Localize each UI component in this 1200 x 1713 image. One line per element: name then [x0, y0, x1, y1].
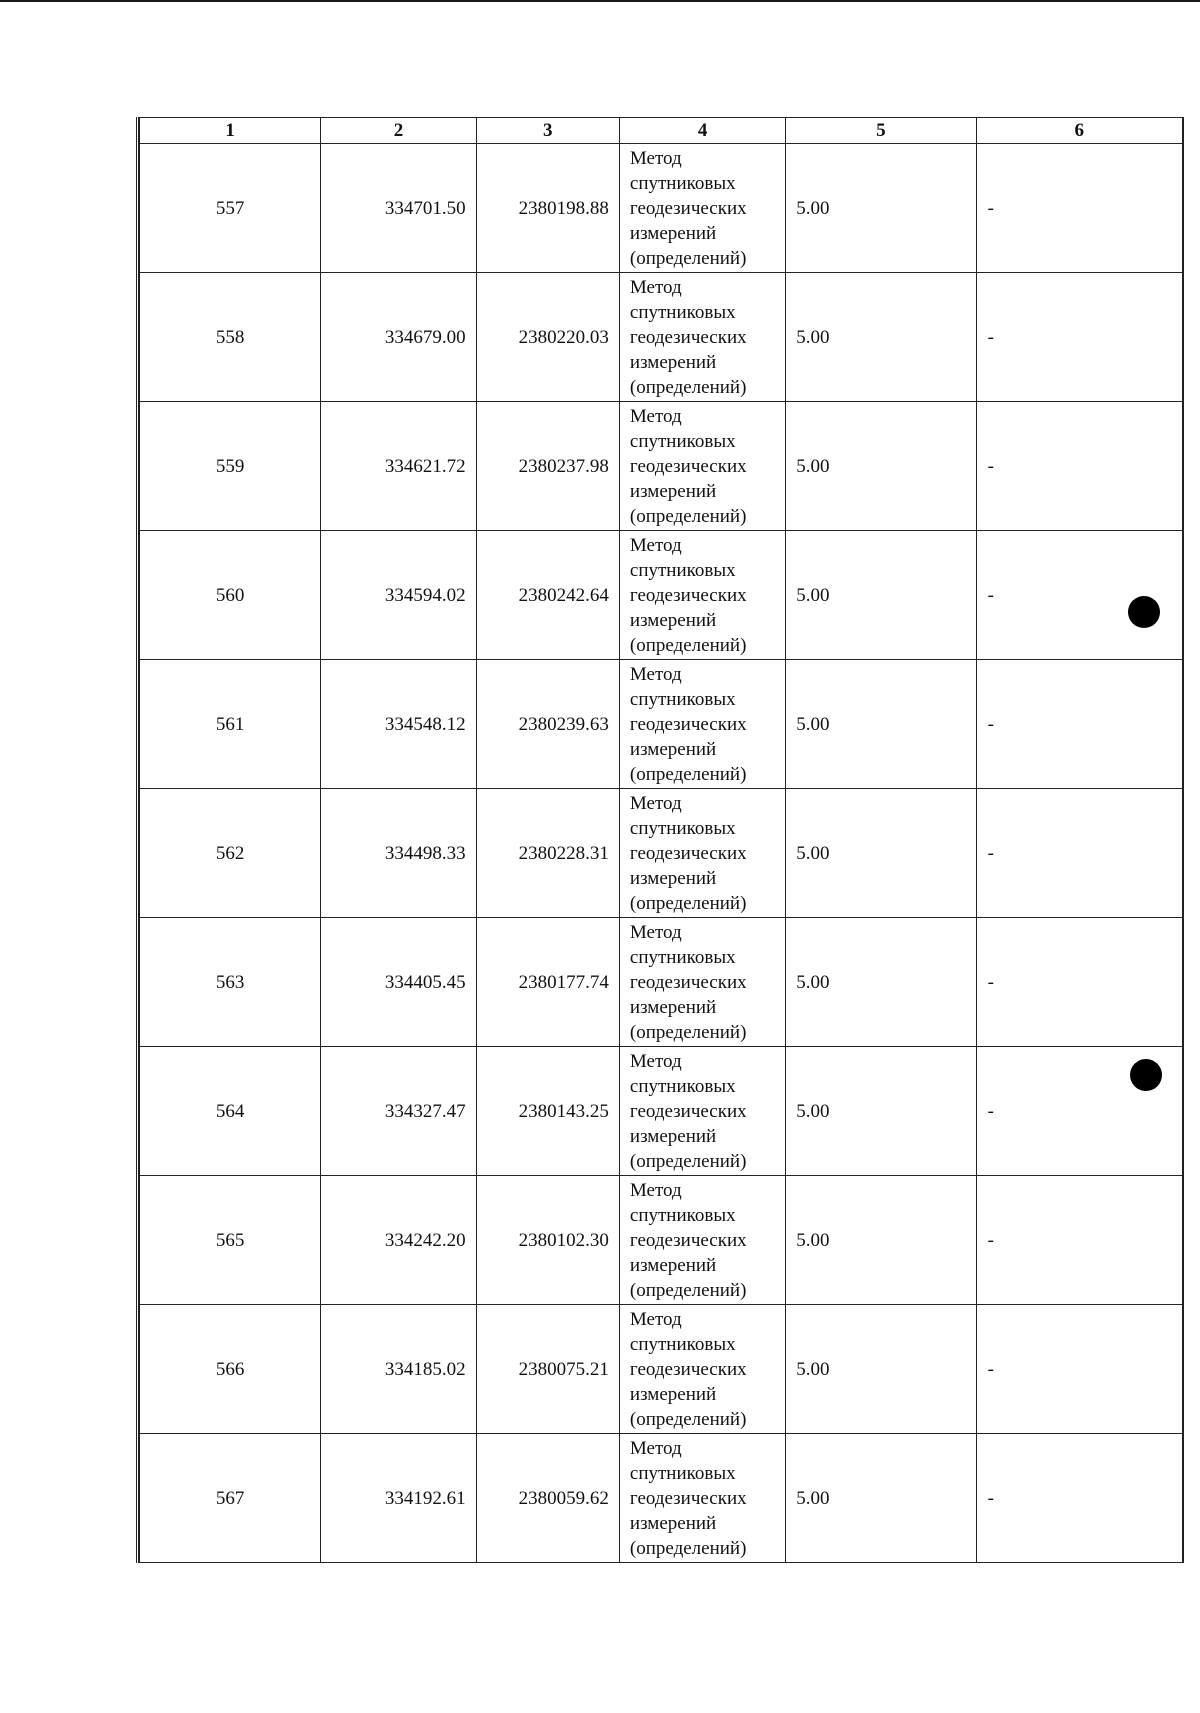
note-cell: - [976, 273, 1182, 402]
method-line: измерений [629, 867, 717, 889]
table-row [140, 660, 1183, 789]
table-row [140, 789, 1183, 918]
method-line: (определений) [629, 376, 747, 398]
note-cell: - [976, 531, 1182, 660]
method-line: измерений [629, 351, 717, 373]
method-cell [619, 1047, 785, 1176]
method-line: (определений) [629, 1279, 747, 1301]
y-coordinate-cell: 2380075.21 [476, 1305, 619, 1434]
point-number-cell: 563 [140, 918, 321, 1047]
point-number-cell: 559 [140, 402, 321, 531]
y-coordinate-cell: 2380242.64 [476, 531, 619, 660]
point-number-cell: 565 [140, 1176, 321, 1305]
table-row [140, 531, 1183, 660]
method-line: спутниковых [629, 1333, 736, 1355]
table-row [140, 1305, 1183, 1434]
method-cell [619, 660, 785, 789]
note-cell: - [976, 1305, 1182, 1434]
method-line: спутниковых [629, 1462, 736, 1484]
method-line: Метод [629, 663, 682, 685]
y-coordinate-cell: 2380198.88 [476, 144, 619, 273]
method-line: (определений) [629, 634, 747, 656]
x-coordinate-cell: 334185.02 [321, 1305, 476, 1434]
method-line: Метод [629, 1179, 682, 1201]
point-number-cell: 557 [140, 144, 321, 273]
note-cell: - [976, 144, 1182, 273]
method-cell [619, 1305, 785, 1434]
method-line: Метод [629, 405, 682, 427]
method-cell [619, 531, 785, 660]
method-line: измерений [629, 738, 717, 760]
x-coordinate-cell: 334327.47 [321, 1047, 476, 1176]
accuracy-cell: 5.00 [786, 1434, 976, 1563]
method-line: Метод [629, 1308, 682, 1330]
y-coordinate-cell: 2380059.62 [476, 1434, 619, 1563]
table-row [140, 402, 1183, 531]
x-coordinate-cell: 334192.61 [321, 1434, 476, 1563]
method-line: (определений) [629, 892, 747, 914]
note-cell: - [976, 1434, 1182, 1563]
point-number-cell: 558 [140, 273, 321, 402]
note-cell: - [976, 918, 1182, 1047]
method-line: Метод [629, 147, 682, 169]
method-line: спутниковых [629, 301, 736, 323]
note-cell: - [976, 1047, 1182, 1176]
accuracy-cell: 5.00 [786, 918, 976, 1047]
table-row [140, 918, 1183, 1047]
y-coordinate-cell: 2380143.25 [476, 1047, 619, 1176]
method-line: Метод [629, 1050, 682, 1072]
accuracy-cell: 5.00 [786, 1047, 976, 1176]
method-cell [619, 918, 785, 1047]
column-header: 4 [619, 118, 785, 144]
method-line: (определений) [629, 1150, 747, 1172]
method-line: геодезических [629, 197, 747, 219]
point-number-cell: 566 [140, 1305, 321, 1434]
method-line: измерений [629, 1254, 717, 1276]
note-cell: - [976, 1176, 1182, 1305]
method-line: измерений [629, 222, 717, 244]
method-line: геодезических [629, 713, 747, 735]
method-line: спутниковых [629, 430, 736, 452]
point-number-cell: 562 [140, 789, 321, 918]
note-cell: - [976, 660, 1182, 789]
y-coordinate-cell: 2380228.31 [476, 789, 619, 918]
accuracy-cell: 5.00 [786, 273, 976, 402]
method-line: (определений) [629, 1021, 747, 1043]
point-number-cell: 560 [140, 531, 321, 660]
method-line: геодезических [629, 1487, 747, 1509]
column-header: 2 [321, 118, 476, 144]
y-coordinate-cell: 2380239.63 [476, 660, 619, 789]
method-line: геодезических [629, 971, 747, 993]
table-row [140, 1047, 1183, 1176]
note-cell: - [976, 789, 1182, 918]
method-line: спутниковых [629, 688, 736, 710]
method-line: спутниковых [629, 946, 736, 968]
table-row [140, 273, 1183, 402]
method-line: Метод [629, 792, 682, 814]
x-coordinate-cell: 334242.20 [321, 1176, 476, 1305]
x-coordinate-cell: 334548.12 [321, 660, 476, 789]
method-line: геодезических [629, 1358, 747, 1380]
note-cell: - [976, 402, 1182, 531]
accuracy-cell: 5.00 [786, 144, 976, 273]
point-number-cell: 567 [140, 1434, 321, 1563]
y-coordinate-cell: 2380237.98 [476, 402, 619, 531]
method-cell [619, 1434, 785, 1563]
method-line: измерений [629, 480, 717, 502]
y-coordinate-cell: 2380102.30 [476, 1176, 619, 1305]
method-line: геодезических [629, 1100, 747, 1122]
method-line: измерений [629, 609, 717, 631]
point-number-cell: 561 [140, 660, 321, 789]
column-header: 3 [476, 118, 619, 144]
y-coordinate-cell: 2380220.03 [476, 273, 619, 402]
method-cell [619, 144, 785, 273]
method-cell [619, 1176, 785, 1305]
method-line: (определений) [629, 247, 747, 269]
method-line: спутниковых [629, 1075, 736, 1097]
accuracy-cell: 5.00 [786, 1305, 976, 1434]
column-header: 1 [140, 118, 321, 144]
x-coordinate-cell: 334679.00 [321, 273, 476, 402]
x-coordinate-cell: 334701.50 [321, 144, 476, 273]
accuracy-cell: 5.00 [786, 531, 976, 660]
method-line: геодезических [629, 455, 747, 477]
point-number-cell: 564 [140, 1047, 321, 1176]
method-line: геодезических [629, 584, 747, 606]
accuracy-cell: 5.00 [786, 1176, 976, 1305]
method-line: Метод [629, 1437, 682, 1459]
method-line: геодезических [629, 326, 747, 348]
method-line: измерений [629, 1512, 717, 1534]
method-line: (определений) [629, 1537, 747, 1559]
accuracy-cell: 5.00 [786, 660, 976, 789]
method-cell [619, 789, 785, 918]
accuracy-cell: 5.00 [786, 789, 976, 918]
x-coordinate-cell: 334405.45 [321, 918, 476, 1047]
method-line: (определений) [629, 505, 747, 527]
x-coordinate-cell: 334498.33 [321, 789, 476, 918]
method-line: спутниковых [629, 817, 736, 839]
column-header: 6 [976, 118, 1182, 144]
table-row [140, 1176, 1183, 1305]
method-line: измерений [629, 1383, 717, 1405]
method-line: спутниковых [629, 559, 736, 581]
method-line: спутниковых [629, 1204, 736, 1226]
method-line: (определений) [629, 763, 747, 785]
scan-top-edge [0, 0, 1200, 2]
method-line: (определений) [629, 1408, 747, 1430]
x-coordinate-cell: 334621.72 [321, 402, 476, 531]
method-line: спутниковых [629, 172, 736, 194]
table-row [140, 144, 1183, 273]
y-coordinate-cell: 2380177.74 [476, 918, 619, 1047]
method-line: геодезических [629, 1229, 747, 1251]
coordinates-table-frame [136, 117, 1184, 1563]
column-header: 5 [786, 118, 976, 144]
table-row [140, 1434, 1183, 1563]
accuracy-cell: 5.00 [786, 402, 976, 531]
method-line: измерений [629, 996, 717, 1018]
method-line: Метод [629, 276, 682, 298]
method-line: Метод [629, 534, 682, 556]
method-cell [619, 273, 785, 402]
method-line: измерений [629, 1125, 717, 1147]
method-cell [619, 402, 785, 531]
method-line: Метод [629, 921, 682, 943]
method-line: геодезических [629, 842, 747, 864]
table-header-row [140, 118, 1183, 144]
coordinates-table [139, 117, 1183, 1563]
x-coordinate-cell: 334594.02 [321, 531, 476, 660]
